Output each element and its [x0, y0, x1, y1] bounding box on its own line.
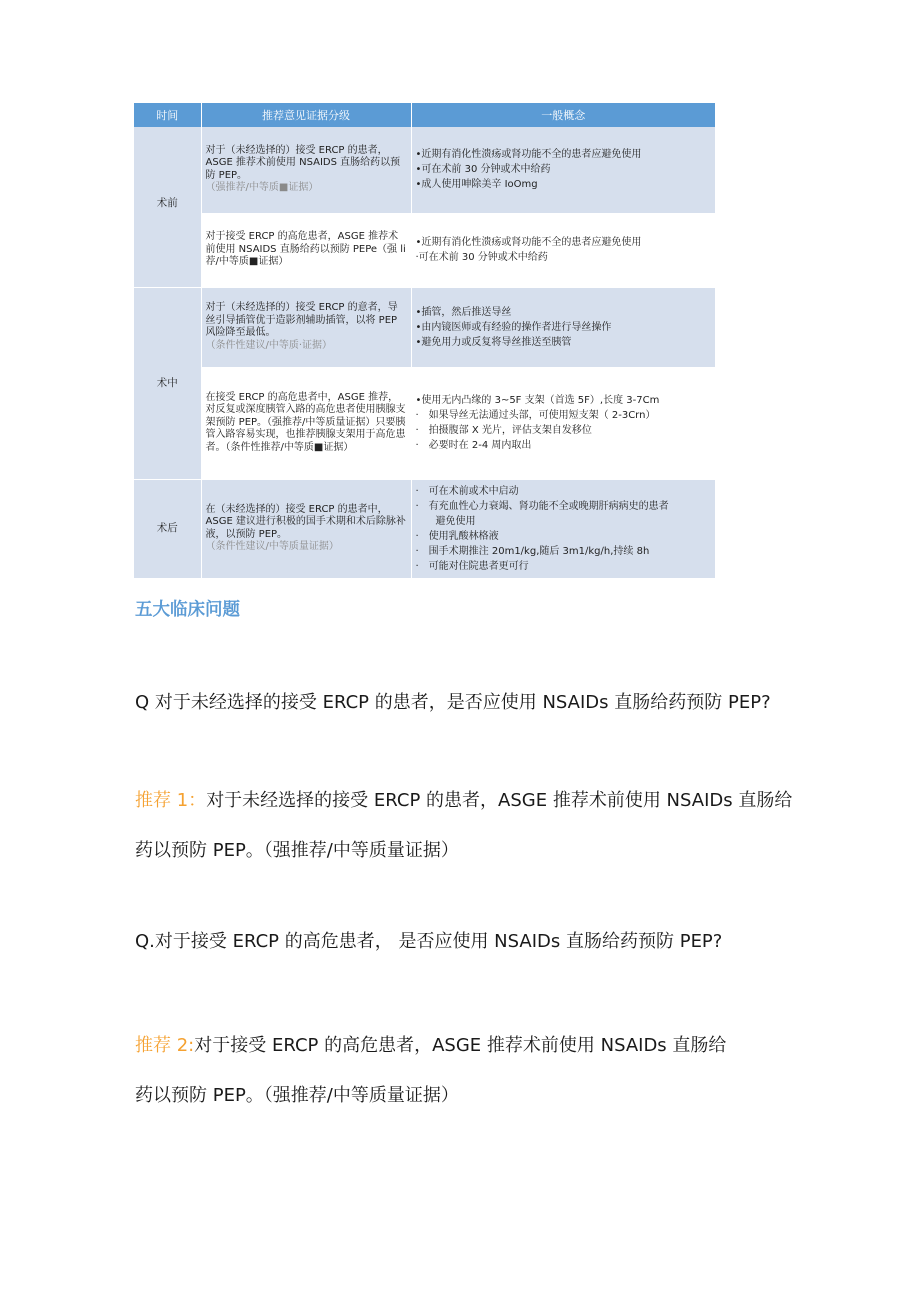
list-item: · 必要时在 2-4 周内取出 [415, 440, 532, 451]
list-item: •插管，然后推送导丝 [415, 306, 512, 318]
header-time: 时间 [134, 103, 201, 127]
recommendation-cell [201, 479, 411, 578]
list-item: •成人使用呻除美辛 IoOmg [415, 179, 538, 191]
evidence-grade: （条件性建议/中等质量证据） [205, 541, 339, 552]
recommendation-table [134, 103, 715, 579]
list-item: •使用无内凸缘的 3~5F 支架（首选 5F）,长度 3-7Cm [415, 395, 660, 406]
table-row [134, 367, 715, 479]
phase-intra-cell [134, 287, 201, 479]
table-row [134, 213, 715, 287]
recommendation-1-label: 推荐 1： [135, 790, 207, 811]
list-item: · 如果导丝无法通过头部，可使用短支架（ 2-3Crn） [415, 410, 656, 421]
list-item: ·可在术前 30 分钟或术中给药 [415, 252, 548, 263]
list-item: · 使用乳酸林格液 [415, 530, 499, 542]
concept-cell [411, 127, 715, 213]
recommendation-cell [201, 213, 411, 287]
recommendation-text: 对于（未经选择的）接受 ERCP 的意者，导丝引导插管优于造影剂辅助插管，以将 PEP 风险降至最低。 [205, 302, 398, 338]
list-item: · 有充血性心力衰竭、肾功能不全或晚期肝病病史的患者 [415, 500, 669, 512]
concept-cell [411, 479, 715, 578]
concept-cell [411, 367, 715, 479]
concept-list [416, 235, 713, 265]
concept-list [416, 305, 713, 350]
concept-list [416, 147, 713, 192]
recommendation-1-text: 对于未经选择的接受 ERCP 的患者，ASGE 推荐术前使用 NSAIDs 直肠给药以预防 PEP。（强推荐/中等质量证据） [135, 790, 793, 861]
table-row [134, 127, 715, 213]
header-recommendation: 推荐意见证据分级 [201, 103, 411, 127]
question-2: Q.对于接受 ERCP 的高危患者， 是否应使用 NSAIDs 直肠给药预防 PEP? [135, 931, 723, 952]
recommendation-2 [135, 1021, 735, 1121]
list-item: •近期有消化性溃疡或肾功能不全的患者应避免使用 [415, 149, 642, 161]
recommendation-2-text: 对于接受 ERCP 的高危患者，ASGE 推荐术前使用 NSAIDs 直肠给药以预防 PEP。（强推荐/中等质量证据） [135, 1035, 727, 1106]
phase-label: 术中 [156, 376, 178, 389]
recommendation-text: 对于接受 ERCP 的高危患者，ASGE 推荐术前使用 NSAIDS 直肠给药以预防 PEPe（强 li 荐/中等质■证据） [205, 231, 406, 268]
recommendation-cell [201, 287, 411, 367]
concept-cell [411, 213, 715, 287]
list-item: · 可能对住院患者更可行 [415, 560, 529, 572]
recommendation-1 [135, 776, 795, 876]
recommendation-text: 在接受 ERCP 的高危患者中，ASGE 推荐，对反复或深度胰管入路的高危患者使用胰腺支架预防 PEP。（强推荐/中等质量证据）只要胰管入路容易实现，也推荐胰腺支架用于高危患者。（条件性推荐/中等质■证据） [205, 391, 406, 453]
question-1: Q 对于未经选择的接受 ERCP 的患者，是否应使用 NSAIDs 直肠给药预防 PEP? [135, 692, 771, 713]
phase-label: 术前 [156, 197, 178, 209]
recommendation-text: 对于（未经选择的）接受 ERCP 的患者，ASGE 推荐术前使用 NSAIDS 直肠给药以预防 PEP。 [205, 144, 401, 181]
recommendation-cell [201, 367, 411, 479]
list-item: •避免用力或反复将导丝推送至胰管 [415, 336, 572, 348]
concept-list [416, 484, 713, 574]
recommendation-cell [201, 127, 411, 213]
list-item: · 可在术前或术中启动 [415, 485, 519, 497]
recommendation-text: 在（未经选择的）接受 ERCP 的患者中，ASGE 建议进行积极的国手术期和术后除脉补液，以预防 PEP。 [205, 503, 406, 540]
list-item: · 围手术期推注 20m1∕kg,随后 3m1∕kg∕h,持续 8h [415, 545, 650, 557]
evidence-grade: （强推荐/中等质■证据） [205, 182, 319, 194]
list-item: •近期有消化性溃疡或肾功能不全的患者应避免使用 [415, 237, 642, 248]
list-item: · 拍摄腹部 X 光片，评估支架自发移位 [415, 425, 592, 436]
header-concept: 一般概念 [411, 103, 715, 127]
phase-post-cell [134, 479, 201, 578]
list-item: •可在术前 30 分钟或术中给药 [415, 164, 551, 176]
table-row [134, 479, 715, 578]
concept-cell [411, 287, 715, 367]
evidence-grade: （条件性建议/中等质·证据） [205, 339, 333, 351]
phase-label: 术后 [156, 522, 178, 535]
recommendation-2-label: 推荐 2: [135, 1035, 195, 1056]
table-header-row [134, 103, 715, 127]
section-title: 五大临床问题 [135, 600, 240, 620]
list-item: 避免使用 [415, 515, 476, 527]
phase-pre-cell [134, 127, 201, 287]
list-item: •由内镜医师或有经验的操作者进行导丝操作 [415, 321, 612, 333]
table-row [134, 287, 715, 367]
concept-list [416, 393, 713, 453]
